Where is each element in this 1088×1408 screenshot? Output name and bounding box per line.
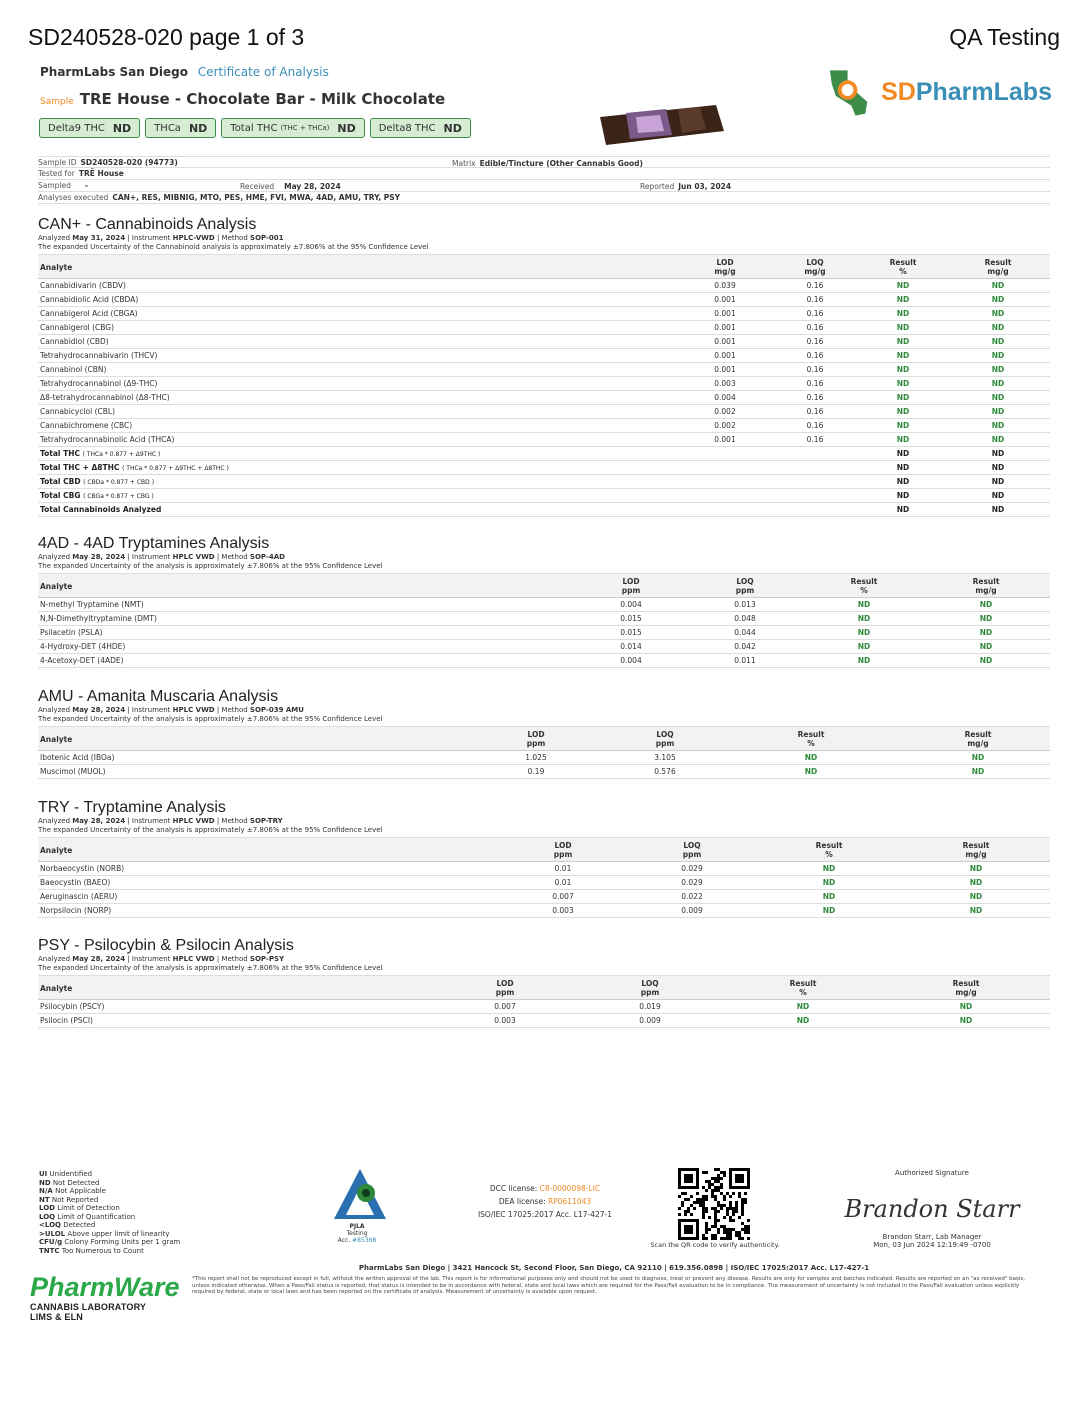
delta8-thc-badge: Delta8 THC ND [370,118,471,138]
total-row: Total CBG ( CBGa * 0.877 + CBG ) ND ND [38,489,1050,503]
table-row: Tetrahydrocannabinol (Δ9-THC) 0.003 0.16 ND ND [38,377,1050,391]
table-header: Analyte LOD ppm LOQ ppm Result % Result mg/g [38,838,1050,862]
psilocybin-table [38,975,1050,1028]
pharmware-logo: PharmWare CANNABIS LABORATORY LIMS & ELN [30,1272,180,1322]
section-title: AMU - Amanita Muscaria Analysis [38,688,279,705]
legend-item: LOD Limit of Detection [39,1204,120,1212]
legend-item: LOQ Limit of Quantification [39,1212,136,1221]
footer-address: PharmLabs San Diego | 3421 Hancock St, Second Floor, San Diego, CA 92110 | 619.356.0898 | ISO/IEC 17025:2017 Acc. L17-427-1 [358,1264,870,1272]
document-id: SD240528-020 page 1 of 3 [28,23,305,50]
table-row: N,N-Dimethyltryptamine (DMT) 0.015 0.048 ND ND [38,612,1050,626]
total-row: Total THC + Δ8THC ( THCa * 0.877 + Δ9THC + Δ8THC ) ND ND [38,461,1050,475]
footer-disclaimer: *This report shall not be reproduced except in full, without the written approval of the lab. This report is for informational purposes only and should not be used to diagnose, treat or prevent any disease. Results are only for samples and batches indicated. Results are reported on an "as received" basis, unless indicated otherwise. When a Pass/Fail status is reported, that status is intended to be in accordance with federal, state and local laws which are required for the Pass/Fail evaluation to be in compliance. The measurement of uncertainty is not included in the Pass/Fail evaluation unless explicitly required by federal, state or local laws and has been reported on the certificate of analysis. Measurement of uncertainty is available upon request. [192,1276,1025,1295]
pjla-accreditation: PJLA Testing Acc. #85368 [322,1165,392,1244]
abbreviation-legend [39,1170,180,1255]
cannabinoids-section [38,216,1050,517]
legend-item: CFU/g Colony Forming Units per 1 gram [39,1238,181,1246]
legend-item: TNTC Too Numerous to Count [39,1246,144,1255]
tryptamine-section [38,799,1050,918]
legend-item: N/A Not Applicable [39,1187,106,1195]
info-row-analyses: Analyses executed CAN+, RES, MIBNIG, MTO, PES, HME, FVI, MWA, 4AD, AMU, TRY, PSY [38,192,1050,204]
psilocybin-section [38,937,1050,1028]
uncertainty-note: The expanded Uncertainty of the Cannabinoid analysis is approximately ±7.806% at the 95% Confidence Level [38,243,429,251]
uncertainty-note: The expanded Uncertainty of the analysis is approximately ±7.806% at the 95% Confidence Level [38,562,383,570]
california-map-icon [822,66,877,118]
cannabinoids-table [38,254,1050,517]
section-meta: Analyzed May 28, 2024 | Instrument HPLC VWD | Method SOP-039 AMU [38,706,304,714]
pjla-logo-icon [324,1165,390,1221]
authorized-signature [832,1169,1032,1249]
uncertainty-note: The expanded Uncertainty of the analysis is approximately ±7.806% at the 95% Confidence Level [38,826,383,834]
info-row-sample-id: Sample ID SD240528-020 (94773) Matrix Edible/Tincture (Other Cannabis Good) [38,156,1050,168]
section-title: 4AD - 4AD Tryptamines Analysis [38,535,270,552]
section-meta: Analyzed May 28, 2024 | Instrument HPLC VWD | Method SOP-PSY [38,955,285,963]
table-header: Analyte LOD ppm LOQ ppm Result % Result mg/g [38,976,1050,1000]
table-row: Norbaeocystin (NORB) 0.01 0.029 ND ND [38,862,1050,876]
sample-tag: Sample [40,97,74,107]
amanita-section [38,688,1050,779]
sample-info [38,156,1050,204]
qr-caption: Scan the QR code to verify authenticity. [650,1241,780,1249]
table-row: 4-Hydroxy-DET (4HDE) 0.014 0.042 ND ND [38,640,1050,654]
legend-item: NT Not Reported [39,1195,99,1204]
table-row: N-methyl Tryptamine (NMT) 0.004 0.013 ND ND [38,598,1050,612]
document-type: Certificate of Analysis [197,65,329,79]
table-row: Cannabichromene (CBC) 0.002 0.16 ND ND [38,419,1050,433]
legend-item: UI Unidentified [39,1170,93,1178]
table-row: Tetrahydrocannabinolic Acid (THCA) 0.001 0.16 ND ND [38,433,1050,447]
product-photo [596,103,726,147]
sample-line [40,90,445,108]
lab-name: PharmLabs San Diego [40,65,189,79]
signature-date: Mon, 03 Jun 2024 12:19:49 -0700 [873,1241,991,1249]
table-row: Psilocin (PSCI) 0.003 0.009 ND ND [38,1014,1050,1028]
table-row: Cannabidiol (CBD) 0.001 0.16 ND ND [38,335,1050,349]
total-row: Total THC ( THCa * 0.877 + Δ9THC ) ND ND [38,447,1050,461]
table-row: Ibotenic Acid (IBOa) 1.025 3.105 ND ND [38,751,1050,765]
tryptamines-4ad-table [38,573,1050,668]
tryptamines-4ad-section [38,535,1050,668]
table-row: Cannabinol (CBN) 0.001 0.16 ND ND [38,363,1050,377]
legend-item: ND Not Detected [39,1178,100,1187]
section-title: TRY - Tryptamine Analysis [38,799,226,816]
table-row: Psilacetin (PSLA) 0.015 0.044 ND ND [38,626,1050,640]
table-row: Muscimol (MUOL) 0.19 0.576 ND ND [38,765,1050,779]
handwritten-signature: Brandon Starr [844,1195,1020,1223]
license-info: DCC license: C8-0000098-LIC DEA license: RP0611043 ISO/IEC 17025:2017 Acc. L17-427-1 [477,1184,613,1219]
table-row: Cannabicyclol (CBL) 0.002 0.16 ND ND [38,405,1050,419]
section-title: PSY - Psilocybin & Psilocin Analysis [38,937,294,954]
table-header: Analyte LOD ppm LOQ ppm Result % Result mg/g [38,727,1050,751]
info-row-tested-for: Tested for TRĒ House [38,168,1050,180]
table-row: Norpsilocin (NORP) 0.003 0.009 ND ND [38,904,1050,918]
table-row: Cannabigerol Acid (CBGA) 0.001 0.16 ND ND [38,307,1050,321]
table-row: 4-Acetoxy-DET (4ADE) 0.004 0.011 ND ND [38,654,1050,668]
table-row: Cannabidivarin (CBDV) 0.039 0.16 ND ND [38,279,1050,293]
page-header [28,22,1060,52]
table-row: Δ8-tetrahydrocannabinol (Δ8-THC) 0.004 0.16 ND ND [38,391,1050,405]
section-title: CAN+ - Cannabinoids Analysis [38,216,257,233]
legend-item: <LOQ Detected [39,1221,96,1229]
sdpharmlabs-logo: SDPharmLabs [822,66,1052,118]
table-row: Aeruginascin (AERU) 0.007 0.022 ND ND [38,890,1050,904]
table-row: Psilocybin (PSCY) 0.007 0.019 ND ND [38,1000,1050,1014]
section-meta: Analyzed May 28, 2024 | Instrument HPLC VWD | Method SOP-4AD [38,553,285,561]
delta9-thc-badge: Delta9 THC ND [39,118,140,138]
qa-testing-label: QA Testing [949,23,1060,50]
section-meta: Analyzed May 28, 2024 | Instrument HPLC VWD | Method SOP-TRY [38,817,283,825]
table-row: Tetrahydrocannabivarin (THCV) 0.001 0.16 ND ND [38,349,1050,363]
total-row: Total Cannabinoids Analyzed ND ND [38,503,1050,517]
lab-line [40,65,329,79]
table-header: Analyte LOD mg/g LOQ mg/g Result % Result mg/g [38,255,1050,279]
table-header: Analyte LOD ppm LOQ ppm Result % Result mg/g [38,574,1050,598]
total-row: Total CBD ( CBDa * 0.877 + CBD ) ND ND [38,475,1050,489]
verification-qr-code[interactable] [678,1168,750,1240]
table-row: Cannabidiolic Acid (CBDA) 0.001 0.16 ND ND [38,293,1050,307]
thca-badge: THCa ND [145,118,216,138]
signer-name: Brandon Starr, Lab Manager [882,1233,982,1241]
section-meta: Analyzed May 31, 2024 | Instrument HPLC-VWD | Method SOP-001 [38,234,284,242]
total-thc-badge: Total THC (THC + THCa) ND [221,118,364,138]
legend-item: >ULOL Above upper limit of linearity [39,1229,170,1238]
tryptamine-table [38,837,1050,918]
amanita-table [38,726,1050,779]
table-row: Baeocystin (BAEO) 0.01 0.029 ND ND [38,876,1050,890]
signature-title: Authorized Signature [895,1169,969,1177]
info-row-dates: Sampled - Received May 28, 2024 Reported Jun 03, 2024 [38,180,1050,192]
uncertainty-note: The expanded Uncertainty of the analysis is approximately ±7.806% at the 95% Confidence Level [38,715,383,723]
sample-name: TRE House - Chocolate Bar - Milk Chocolate [79,90,446,108]
uncertainty-note: The expanded Uncertainty of the analysis is approximately ±7.806% at the 95% Confidence Level [38,964,383,972]
table-row: Cannabigerol (CBG) 0.001 0.16 ND ND [38,321,1050,335]
potency-badges [39,118,471,138]
